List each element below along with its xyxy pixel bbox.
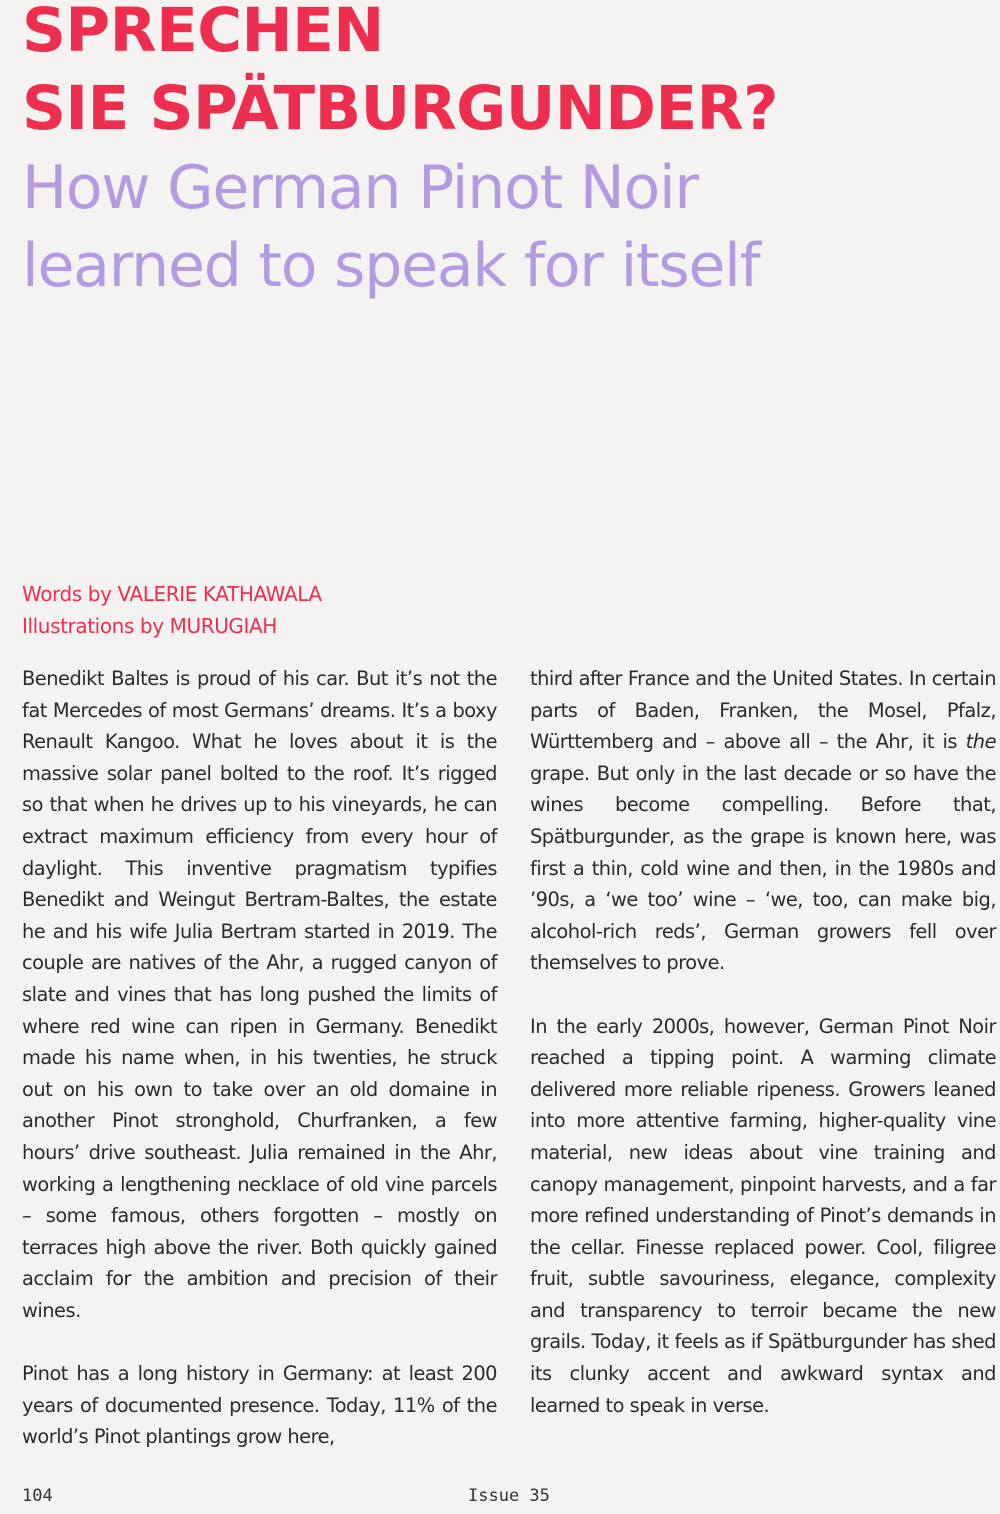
page-number: 104 [22,1486,53,1506]
article-column-left [22,663,497,1453]
subtitle-line-2: learned to speak for itself [22,231,760,301]
article-column-right [530,663,996,1421]
paragraph: Pinot has a long history in Germany: at least 200 years of documented presence. Today, 11% of the world’s Pinot plantings grow here, [22,1362,497,1449]
paragraph-text: third after France and the United States. In certain parts of Baden, Franken, the Mosel, Pfalz, Württemberg and – above all – the Ahr, it is [530,667,996,754]
author-credit: Words by VALERIE KATHAWALA [22,582,322,606]
paragraph [530,663,996,979]
title-line-2: SIE SPÄTBURGUNDER? [22,73,778,144]
paragraph: Benedikt Baltes is proud of his car. But it’s not the fat Mercedes of most Germans’ dreams. It’s a boxy Renault Kangoo. What he loves about it is the massive solar panel bolted to the roof. It’s rigged so that when he drives up to his vineyards, he can extract maximum efficiency from every hour of daylight. This inventive pragmatism typifies Benedikt and Weingut Bertram-Baltes, the estate he and his wife Julia Bertram started in 2019. The couple are natives of the Ahr, a rugged canyon of slate and vines that has long pushed the limits of where red wine can ripen in Germany. Benedikt made his name when, in his twenties, he struck out on his own to take over an old domaine in another Pinot stronghold, Churfranken, a few hours’ drive southeast. Julia remained in the Ahr, working a lengthening necklace of old vine parcels – some famous, others forgotten – mostly on terraces high above the river. Both quickly gained acclaim for the ambition and precision of their wines. [22,667,497,1322]
credits [22,578,322,642]
paragraph: In the early 2000s, however, German Pinot Noir reached a tipping point. A warming climate delivered more reliable ripeness. Growers leaned into more attentive farming, higher-quality vine material, new ideas about vine training and canopy management, pinpoint harvests, and a far more refined understanding of Pinot’s demands in the cellar. Finesse replaced power. Cool, filigree fruit, subtle savouriness, elegance, complexity and transparency to terroir became the new grails. Today, it feels as if Spätburgunder has shed its clunky accent and awkward syntax and learned to speak in verse. [530,1014,996,1417]
issue-label: Issue 35 [468,1486,550,1506]
paragraph-text: grape. But only in the last decade or so have the wines become compelling. Before that, Spätburgunder, as the grape is known here, was first a thin, cold wine and then, in the 1980s and ’90s, a ‘we too’ wine – ‘we, too, can make big, alcohol-rich reds’, German growers fell over themselves to prove. [530,761,996,975]
emphasis-text: the [965,730,996,754]
title-line-1: SPRECHEN [22,0,384,66]
subtitle-line-1: How German Pinot Noir [22,153,698,223]
illustrator-credit: Illustrations by MURUGIAH [22,614,277,638]
